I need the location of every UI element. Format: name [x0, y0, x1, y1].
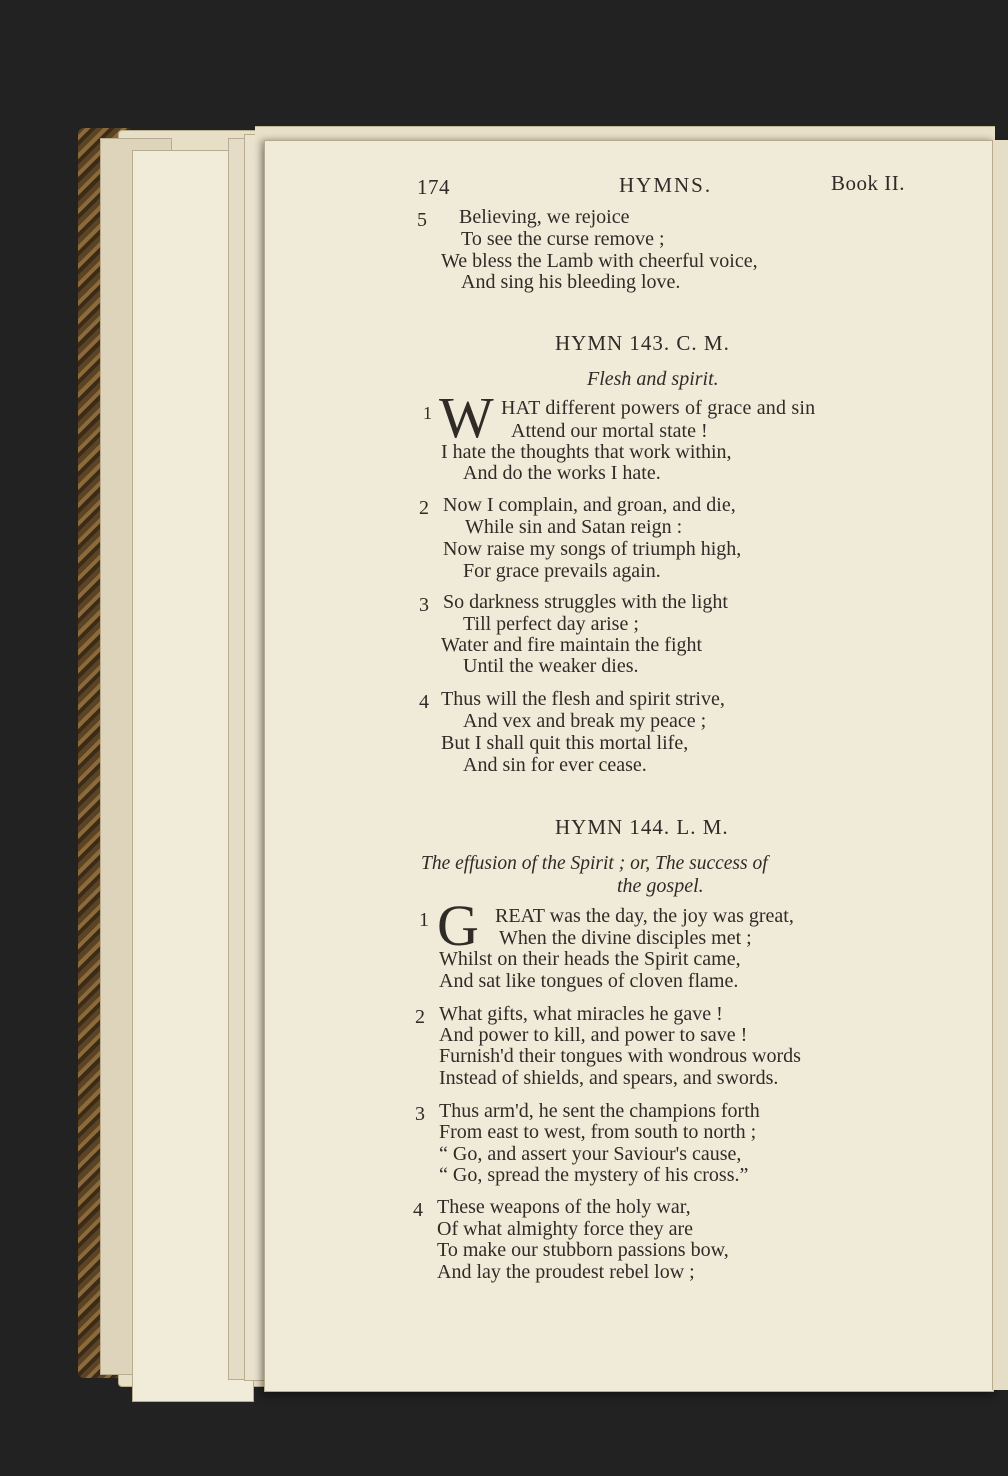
- verse-line: Whilst on their heads the Spirit came,: [439, 948, 741, 970]
- verse-line: While sin and Satan reign :: [465, 516, 683, 538]
- verse-line: But I shall quit this mortal life,: [441, 732, 689, 754]
- verse-line: And lay the proudest rebel low ;: [437, 1261, 695, 1283]
- book-page: [264, 140, 994, 1392]
- verse-line: HAT different powers of grace and sin: [501, 397, 816, 419]
- verse-line: Instead of shields, and spears, and swords.: [439, 1067, 779, 1089]
- page-number: 174: [417, 175, 450, 199]
- verse-number: 4: [419, 691, 429, 713]
- verse-number: 5: [417, 209, 427, 231]
- verse-number: 3: [415, 1103, 425, 1125]
- next-page-edge: [992, 140, 1008, 1390]
- hymn-subtitle: the gospel.: [617, 875, 704, 897]
- hymn-subtitle: The effusion of the Spirit ; or, The success of: [421, 853, 768, 874]
- verse-number: 2: [415, 1006, 425, 1028]
- hymn-subtitle: Flesh and spirit.: [587, 368, 719, 390]
- verse-number: 2: [419, 497, 429, 519]
- verse-line: Of what almighty force they are: [437, 1218, 694, 1240]
- verse-number: 1: [423, 403, 432, 423]
- verse-number: 1: [419, 909, 429, 931]
- verse-line: To make our stubborn passions bow,: [437, 1239, 729, 1261]
- verse-line: And sat like tongues of cloven flame.: [439, 970, 739, 992]
- verse-line: What gifts, what miracles he gave !: [439, 1003, 723, 1025]
- verse-line: Water and fire maintain the fight: [441, 634, 703, 656]
- verse-line: Until the weaker dies.: [463, 655, 639, 677]
- verse-line: Furnish'd their tongues with wondrous words: [439, 1045, 801, 1067]
- verse-line: From east to west, from south to north ;: [439, 1121, 757, 1143]
- verse-line: Believing, we rejoice: [459, 206, 630, 228]
- verse-line: And sing his bleeding love.: [461, 271, 681, 293]
- verse-line: Now raise my songs of triumph high,: [443, 538, 742, 560]
- verse-line: Attend our mortal state !: [511, 420, 708, 442]
- verse-line: I hate the thoughts that work within,: [441, 441, 732, 463]
- verse-line: We bless the Lamb with cheerful voice,: [441, 250, 758, 272]
- running-title: HYMNS.: [619, 173, 713, 197]
- drop-cap: G: [437, 893, 479, 958]
- verse-line: Till perfect day arise ;: [463, 613, 639, 635]
- verse-line: And sin for ever cease.: [463, 754, 647, 776]
- hymn-title: HYMN 144. L. M.: [555, 815, 729, 839]
- verse-line: “ Go, and assert your Saviour's cause,: [439, 1143, 742, 1165]
- verse-line: Thus will the flesh and spirit strive,: [441, 688, 725, 710]
- verse-line: REAT was the day, the joy was great,: [495, 905, 794, 927]
- verse-line: “ Go, spread the mystery of his cross.”: [439, 1164, 749, 1186]
- drop-cap: W: [439, 385, 494, 450]
- verse-line: When the divine disciples met ;: [499, 927, 752, 949]
- verse-line: These weapons of the holy war,: [437, 1196, 691, 1218]
- verse-line: And do the works I hate.: [463, 462, 661, 484]
- verse-line: And power to kill, and power to save !: [439, 1024, 748, 1046]
- book-label: Book II.: [831, 171, 905, 195]
- verse-number: 4: [413, 1199, 423, 1221]
- verse-line: So darkness struggles with the light: [443, 591, 728, 613]
- verse-line: To see the curse remove ;: [461, 228, 665, 250]
- verse-line: For grace prevails again.: [463, 560, 661, 582]
- verse-line: Now I complain, and groan, and die,: [443, 494, 736, 516]
- verse-line: And vex and break my peace ;: [463, 710, 707, 732]
- hymn-title: HYMN 143. C. M.: [555, 331, 730, 355]
- verse-line: Thus arm'd, he sent the champions forth: [439, 1100, 760, 1122]
- verse-number: 3: [419, 594, 429, 616]
